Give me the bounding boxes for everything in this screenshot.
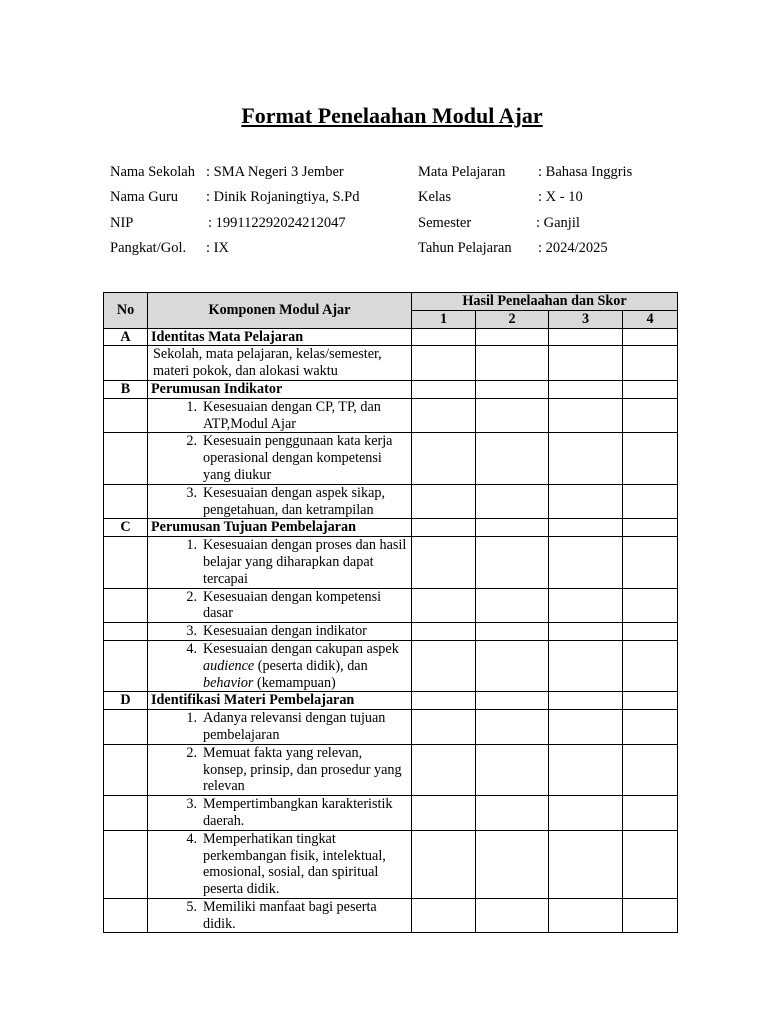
review-table	[103, 292, 678, 933]
item-no-cell	[104, 537, 148, 588]
section-score-cell-1[interactable]	[412, 380, 476, 398]
semester-value: : Ganjil	[536, 214, 580, 231]
item-no-cell	[104, 588, 148, 623]
item-number: 2.	[186, 744, 197, 761]
item-text-part: (peserta didik), dan	[254, 657, 368, 674]
section-score-cell-1[interactable]	[412, 692, 476, 710]
table-row	[104, 346, 678, 381]
item-no-cell	[104, 640, 148, 691]
item-score-cell-1[interactable]	[412, 744, 476, 795]
section-letter: B	[104, 380, 148, 398]
item-no-cell	[104, 830, 148, 898]
item-no-cell	[104, 398, 148, 433]
section-score-cell-1[interactable]	[412, 328, 476, 346]
table-row	[104, 830, 678, 898]
item-text-cell	[148, 398, 412, 433]
header-result: Hasil Penelaahan dan Skor	[412, 293, 678, 311]
info-row-teacher	[110, 189, 710, 214]
section-score-cell-4[interactable]	[623, 519, 678, 537]
list-item	[151, 831, 408, 898]
list-item: Sekolah, mata pelajaran, kelas/semester, materi pokok, dan alokasi waktu	[153, 346, 382, 380]
item-score-cell-2[interactable]	[476, 433, 549, 484]
section-score-cell-3[interactable]	[549, 519, 623, 537]
item-score-cell-1[interactable]	[412, 830, 476, 898]
item-score-cell-1[interactable]	[412, 796, 476, 831]
list-item	[151, 710, 408, 744]
item-text: Adanya relevansi dengan tujuan pembelajaran	[203, 710, 386, 743]
table-row	[104, 433, 678, 484]
table-row	[104, 588, 678, 623]
table-row	[104, 640, 678, 691]
item-no-cell	[104, 623, 148, 641]
section-score-cell-4[interactable]	[623, 328, 678, 346]
section-title: Identifikasi Materi Pembelajaran	[148, 692, 412, 710]
item-score-cell-2[interactable]	[476, 398, 549, 433]
item-score-cell-3[interactable]	[549, 710, 623, 745]
item-score-cell-3[interactable]	[549, 537, 623, 588]
list-item	[151, 537, 408, 587]
section-title: Perumusan Tujuan Pembelajaran	[148, 519, 412, 537]
list-item	[151, 433, 408, 483]
section-score-cell-2[interactable]	[476, 328, 549, 346]
item-score-cell-2[interactable]	[476, 640, 549, 691]
item-text: Kesesuaian dengan indikator	[203, 623, 367, 640]
item-no-cell	[104, 710, 148, 745]
nip-label: NIP	[110, 214, 134, 231]
item-score-cell-4[interactable]	[623, 710, 678, 745]
item-score-cell-2[interactable]	[476, 537, 549, 588]
item-score-cell-2[interactable]	[476, 898, 549, 933]
item-score-cell-4[interactable]	[623, 537, 678, 588]
item-number: 4.	[186, 640, 197, 657]
item-score-cell-4[interactable]	[623, 898, 678, 933]
item-text: Kesesuaian dengan proses dan hasil belajar yang diharapkan dapat tercapai	[203, 537, 407, 587]
item-score-cell-1[interactable]	[412, 898, 476, 933]
item-no-cell	[104, 898, 148, 933]
item-score-cell-1[interactable]	[412, 346, 476, 381]
item-score-cell-4[interactable]	[623, 588, 678, 623]
item-score-cell-4[interactable]	[623, 484, 678, 519]
section-title: Perumusan Indikator	[148, 380, 412, 398]
semester-label: Semester	[418, 214, 472, 231]
item-score-cell-3[interactable]	[549, 588, 623, 623]
header-no: No	[104, 293, 148, 329]
item-text-cell	[148, 640, 412, 691]
item-score-cell-1[interactable]	[412, 710, 476, 745]
table-row	[104, 398, 678, 433]
section-row	[104, 380, 678, 398]
item-score-cell-3[interactable]	[549, 398, 623, 433]
item-text: Memiliki manfaat bagi peserta didik.	[203, 898, 377, 932]
item-score-cell-2[interactable]	[476, 744, 549, 795]
item-text-part: (kemampuan)	[253, 674, 336, 691]
item-score-cell-3[interactable]	[549, 623, 623, 641]
section-score-cell-3[interactable]	[549, 692, 623, 710]
section-row	[104, 328, 678, 346]
item-score-cell-3[interactable]	[549, 346, 623, 381]
item-no-cell	[104, 346, 148, 381]
section-score-cell-3[interactable]	[549, 328, 623, 346]
year-value: : 2024/2025	[538, 239, 608, 256]
table-row	[104, 710, 678, 745]
item-number: 3.	[186, 796, 197, 813]
section-letter: D	[104, 692, 148, 710]
item-text: Kesesuaian dengan aspek sikap, pengetahuan, dan ketrampilan	[203, 484, 386, 518]
item-score-cell-3[interactable]	[549, 484, 623, 519]
item-text-cell	[148, 830, 412, 898]
rank-value: : IX	[206, 239, 229, 256]
item-score-cell-3[interactable]	[549, 898, 623, 933]
item-text-cell	[148, 796, 412, 831]
item-score-cell-1[interactable]	[412, 640, 476, 691]
list-item	[151, 399, 408, 433]
school-value: : SMA Negeri 3 Jember	[206, 164, 344, 180]
item-score-cell-3[interactable]	[549, 433, 623, 484]
item-no-cell	[104, 484, 148, 519]
list-item	[151, 589, 408, 623]
section-score-cell-3[interactable]	[549, 380, 623, 398]
item-score-cell-4[interactable]	[623, 398, 678, 433]
section-score-cell-1[interactable]	[412, 519, 476, 537]
item-score-cell-4[interactable]	[623, 744, 678, 795]
rank-label: Pangkat/Gol.	[110, 239, 187, 256]
item-text: Kesesuaian dengan CP, TP, dan ATP,Modul Ajar	[203, 398, 381, 432]
teacher-value: : Dinik Rojaningtiya, S.Pd	[206, 189, 360, 206]
table-row	[104, 744, 678, 795]
item-score-cell-2[interactable]	[476, 710, 549, 745]
item-text: Kesesuaian dengan kompetensi dasar	[203, 588, 382, 622]
item-text-cell	[148, 484, 412, 519]
list-item	[151, 641, 408, 691]
item-text: Kesesuain penggunaan kata kerja operasional dengan kompetensi yang diukur	[203, 433, 393, 483]
item-score-cell-2[interactable]	[476, 796, 549, 831]
item-text-part: Kesesuaian dengan cakupan aspek	[203, 640, 399, 657]
table-row	[104, 796, 678, 831]
header-component: Komponen Modul Ajar	[148, 293, 412, 329]
item-score-cell-4[interactable]	[623, 796, 678, 831]
item-number: 5.	[186, 898, 197, 915]
class-value: : X - 10	[538, 189, 583, 206]
item-text-cell	[148, 744, 412, 795]
item-text-cell	[148, 433, 412, 484]
item-score-cell-4[interactable]	[623, 433, 678, 484]
item-number: 2.	[186, 433, 197, 450]
section-row	[104, 692, 678, 710]
item-text-cell	[148, 346, 412, 381]
section-score-cell-2[interactable]	[476, 692, 549, 710]
item-number: 3.	[186, 484, 197, 501]
page-title: Format Penelaahan Modul Ajar	[241, 103, 543, 128]
item-no-cell	[104, 796, 148, 831]
item-number: 1.	[186, 398, 197, 415]
score-header-4: 4	[623, 310, 678, 328]
item-text-cell	[148, 710, 412, 745]
teacher-label: Nama Guru	[110, 189, 179, 206]
table-row	[104, 898, 678, 933]
item-score-cell-4[interactable]	[623, 346, 678, 381]
item-score-cell-1[interactable]	[412, 433, 476, 484]
item-number: 1.	[186, 710, 197, 727]
item-score-cell-4[interactable]	[623, 623, 678, 641]
item-score-cell-2[interactable]	[476, 588, 549, 623]
item-number: 2.	[186, 588, 197, 605]
section-score-cell-4[interactable]	[623, 692, 678, 710]
score-header-3: 3	[549, 310, 623, 328]
item-score-cell-4[interactable]	[623, 640, 678, 691]
info-row-rank	[110, 240, 710, 265]
list-item	[151, 899, 408, 933]
table-row	[104, 484, 678, 519]
list-item	[151, 745, 408, 795]
item-number: 4.	[186, 830, 197, 847]
year-label: Tahun Pelajaran	[418, 239, 512, 256]
item-text-italic-audience: audience	[203, 657, 255, 674]
section-score-cell-2[interactable]	[476, 380, 549, 398]
item-score-cell-1[interactable]	[412, 398, 476, 433]
section-score-cell-4[interactable]	[623, 380, 678, 398]
item-text-cell	[148, 623, 412, 641]
item-score-cell-4[interactable]	[623, 830, 678, 898]
item-text: Memuat fakta yang relevan, konsep, prinsip, dan prosedur yang relevan	[203, 744, 402, 795]
item-score-cell-3[interactable]	[549, 744, 623, 795]
item-score-cell-3[interactable]	[549, 796, 623, 831]
subject-value: : Bahasa Inggris	[538, 164, 633, 180]
item-text-italic-behavior: behavior	[203, 674, 254, 691]
item-score-cell-2[interactable]	[476, 346, 549, 381]
section-row	[104, 519, 678, 537]
item-no-cell	[104, 433, 148, 484]
table-row	[104, 623, 678, 641]
item-score-cell-1[interactable]	[412, 588, 476, 623]
class-label: Kelas	[418, 189, 452, 206]
item-text	[203, 641, 408, 691]
section-title: Identitas Mata Pelajaran	[148, 328, 412, 346]
table-row	[104, 537, 678, 588]
section-score-cell-2[interactable]	[476, 519, 549, 537]
subject-label: Mata Pelajaran	[418, 164, 506, 180]
item-score-cell-3[interactable]	[549, 640, 623, 691]
list-item	[151, 623, 408, 640]
item-text: Memperhatikan tingkat perkembangan fisik, intelektual, emosional, sosial, dan spiritual peserta didik.	[203, 830, 386, 898]
info-row-nip	[110, 215, 710, 240]
item-text-cell	[148, 588, 412, 623]
item-score-cell-1[interactable]	[412, 484, 476, 519]
item-score-cell-1[interactable]	[412, 537, 476, 588]
item-number: 3.	[186, 623, 197, 640]
section-letter: A	[104, 328, 148, 346]
list-item	[151, 796, 408, 830]
item-score-cell-2[interactable]	[476, 484, 549, 519]
identity-info	[110, 164, 710, 265]
section-letter: C	[104, 519, 148, 537]
table-body	[104, 328, 678, 933]
item-number: 1.	[186, 537, 197, 554]
item-score-cell-1[interactable]	[412, 623, 476, 641]
list-item	[151, 485, 408, 519]
school-label: Nama Sekolah	[110, 164, 195, 180]
score-header-1: 1	[412, 310, 476, 328]
item-score-cell-3[interactable]	[549, 830, 623, 898]
item-text-cell	[148, 537, 412, 588]
item-text: Mempertimbangkan karakteristik daerah.	[203, 796, 393, 829]
info-row-school	[110, 164, 710, 189]
nip-value: : 199112292024212047	[208, 214, 346, 231]
item-score-cell-2[interactable]	[476, 830, 549, 898]
item-text-cell	[148, 898, 412, 933]
item-score-cell-2[interactable]	[476, 623, 549, 641]
score-header-2: 2	[476, 310, 549, 328]
item-no-cell	[104, 744, 148, 795]
